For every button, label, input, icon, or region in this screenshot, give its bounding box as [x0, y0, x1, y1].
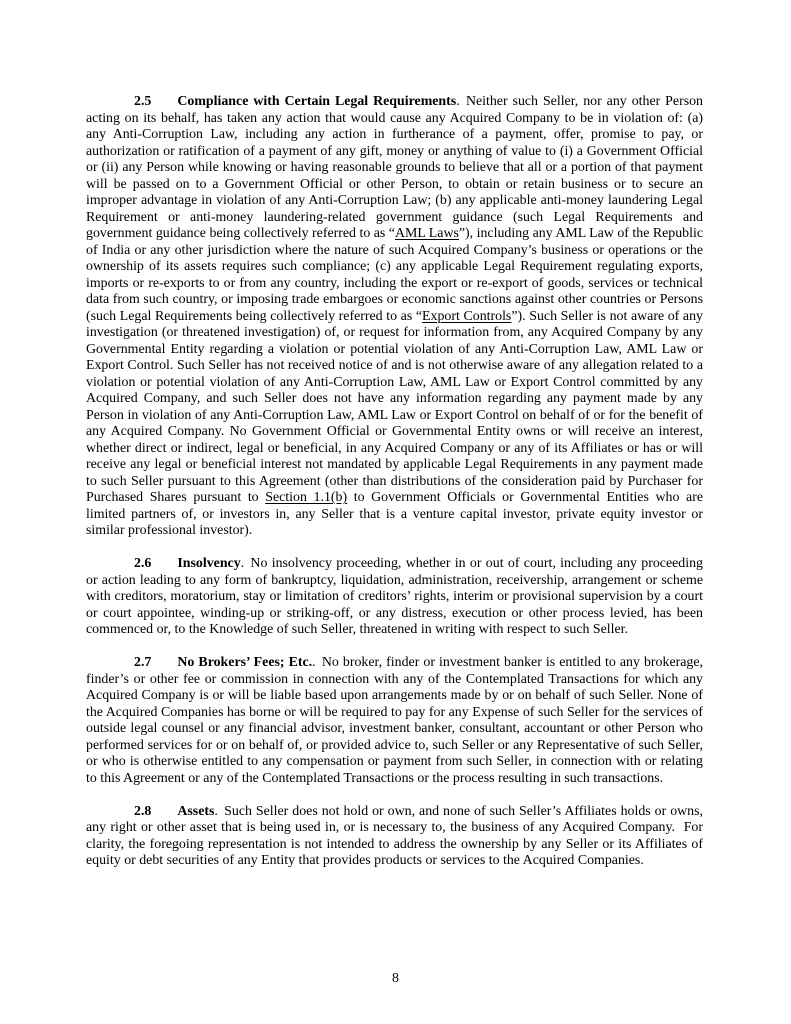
paragraph-section-2-6 — [86, 556, 703, 639]
body-text: to Government Officials or Governmental Entities who are limited partners of, or investors in, any Seller that is a venture capital investor, private equity investor or similar professional investor). — [86, 490, 704, 538]
paragraph-section-2-8 — [86, 804, 703, 870]
page-number: 8 — [392, 971, 399, 986]
section-number: 2.8 — [134, 803, 152, 819]
body-text: No broker, finder or investment banker is entitled to any brokerage, finder’s or other fee or commission in connection with any of the Contemplated Transactions for which any Acquired Company is or will be liable based upon arrangements made by or on behalf of such Seller. None of the Acquired Companies has borne or will be required to pay for any Expense of such Seller for the services of outside legal counsel or any financial advisor, investment banker, consultant, accountant or other Person who performed services for or on behalf of, or provided advice to, such Seller or any Representative of such Seller, or who is otherwise entitled to any compensation or payment from such Seller, in connection with or relating to this Agreement or any of the Contemplated Transactions or the process resulting in such transactions. — [86, 655, 703, 786]
body-text: Neither such Seller, nor any other Person acting on its behalf, has taken any action that would cause any Acquired Company to be in violation of: (a) any Anti-Corruption Law, including any action in furtherance of a payment, offer, promise to pay, or authorization or ratification of a payment of any gift, money or anything of value to (i) a Government Official or (ii) any Person while knowing or having reasonable grounds to believe that all or a portion of that payment will be passed on to a Government Official or other Person, to obtain or retain business or to secure an improper advantage in violation of any Anti-Corruption Law; (b) any applicable anti-money laundering Legal Requirement or anti-money laundering-related government guidance (such Legal Requirements and government guidance being collectively referred to as “ — [86, 94, 703, 241]
document-body — [86, 94, 703, 886]
body-text: ”). Such Seller is not aware of any investigation (or threatened investigation) of, or request for information from, any Acquired Company by any Governmental Entity regarding a violation or potential violation of any Anti-Corruption Law, AML Law or Export Control. Such Seller has not received notice of and is not otherwise aware of any allegation related to a violation or potential violation of any Anti-Corruption Law, AML Law or Export Control committed by any Acquired Company, and such Seller does not have any information regarding any payment made by any Person in violation of any Anti-Corruption Law, AML Law or Export Control on behalf of or for the benefit of any Acquired Company. No Government Official or Governmental Entity owns or will receive an interest, whether direct or indirect, legal or beneficial, in any Acquired Company or any of its Affiliates or has or will receive any legal or beneficial interest not mandated by applicable Legal Requirements in any payment made to such Seller pursuant to this Agreement (other than distributions of the consideration paid by Purchaser for Purchased Shares pursuant to — [86, 308, 703, 505]
section-title: Compliance with Certain Legal Requirements — [177, 94, 457, 109]
section-title-period: . — [456, 94, 460, 109]
section-title-period: . — [312, 655, 316, 670]
section-number: 2.7 — [134, 655, 152, 670]
section-number: 2.6 — [134, 556, 152, 571]
section-title: Insolvency — [177, 556, 241, 571]
paragraph-section-2-7 — [86, 655, 703, 787]
body-text: ”), including any AML Law of the Republic of India or any other jurisdiction where the nature of such Acquired Company’s business or operations or the ownership of its assets requires such compliance; (c) any applicable Legal Requirement regulating exports, imports or re-exports to or from any country, including the export or re-export of goods, services or technical data from such country, or imposing trade embargoes or economic sanctions against other countries or Persons (such Legal Requirements being collectively referred to as “ — [86, 226, 703, 324]
section-title-period: . — [240, 556, 245, 571]
section-title: No Brokers’ Fees; Etc. — [177, 655, 313, 670]
defined-term-aml-laws: AML Laws — [394, 226, 459, 241]
paragraph-section-2-5 — [86, 94, 703, 540]
section-title-period: . — [214, 803, 218, 819]
section-title: Assets — [177, 803, 215, 819]
defined-term-export-controls: Export Controls — [422, 308, 512, 324]
body-text: No insolvency proceeding, whether in or out of court, including any proceeding or action leading to any form of bankruptcy, liquidation, administration, receivership, arrangement or scheme with creditors, moratorium, stay or limitation of creditors’ rights, interim or provisional supervision by a court or court appointee, winding-up or striking-off, or any distress, execution or other process levied, has been commenced or, to the Knowledge of such Seller, threatened in writing with respect to such Seller. — [86, 556, 703, 637]
body-text: Such Seller does not hold or own, and none of such Seller’s Affiliates holds or owns, any right or other asset that is being used in, or is necessary to, the business of any Acquired Company. For clarity, the foregoing representation is not intended to address the ownership by any Seller or its Affiliates of equity or debt securities of any Entity that provides products or services to the Acquired Companies. — [86, 803, 703, 868]
cross-reference-section-1-1-b: Section 1.1(b) — [265, 490, 348, 505]
section-number: 2.5 — [134, 94, 152, 109]
